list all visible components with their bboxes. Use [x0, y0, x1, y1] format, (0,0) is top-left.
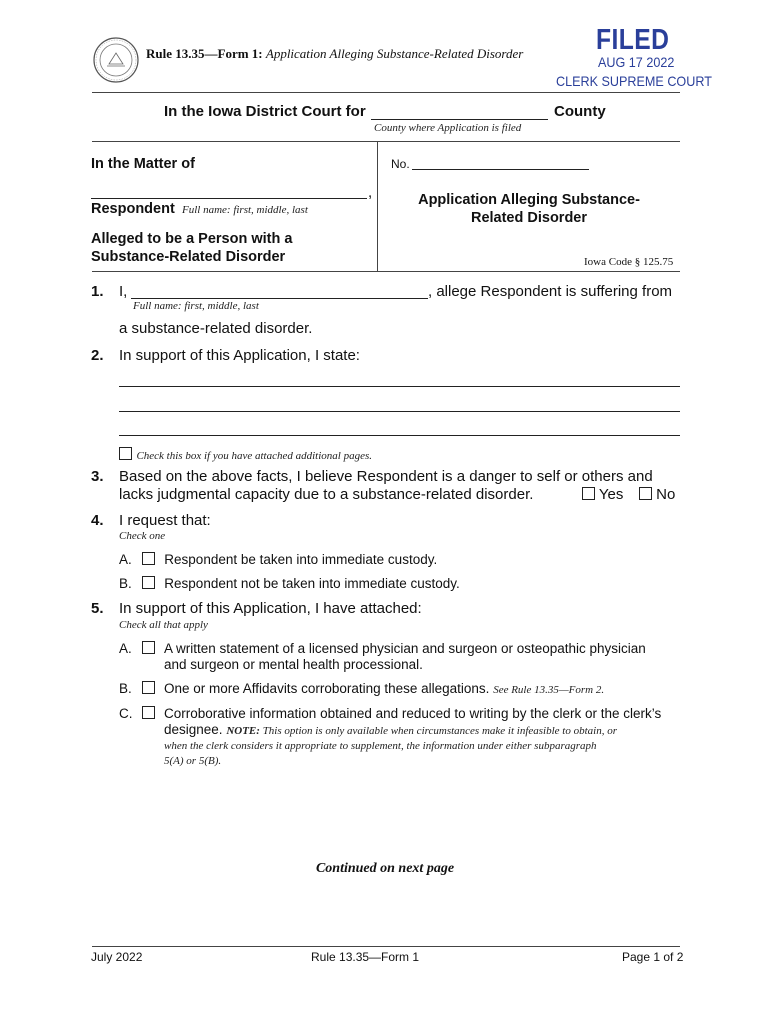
attachment-b-note: See Rule 13.35—Form 2.: [493, 684, 605, 696]
attachment-a-checkbox[interactable]: [142, 641, 155, 654]
attachment-c-letter-row: [119, 706, 155, 721]
court-suffix: County: [554, 103, 606, 120]
respondent-comma: ,: [368, 184, 373, 201]
case-number-label: No.: [391, 157, 410, 171]
attachment-c-note-label: NOTE:: [226, 725, 260, 737]
option-a-letter: A.: [119, 552, 132, 567]
attachment-b-letter: B.: [119, 681, 132, 696]
attachment-a-letter: A.: [119, 641, 132, 656]
attachment-b-checkbox[interactable]: [142, 681, 155, 694]
attachment-c-text: [164, 706, 661, 769]
respondent-label: Respondent: [91, 201, 175, 217]
attached-pages-row: [119, 446, 372, 464]
custody-b-checkbox[interactable]: [142, 576, 155, 589]
footer-page: Page 1 of 2: [622, 950, 684, 964]
attachment-b-text-row: [164, 681, 604, 696]
item-3-number: 3.: [91, 468, 104, 485]
document-title-line-1: Application Alleging Substance-: [418, 192, 640, 208]
footer-date: July 2022: [91, 950, 143, 964]
footer-divider: [92, 946, 680, 947]
item-2-text: In support of this Application, I state:: [119, 347, 360, 364]
respondent-name-line[interactable]: [91, 198, 367, 199]
item-5-note: Check all that apply: [119, 619, 208, 631]
applicant-name-line[interactable]: [131, 298, 428, 299]
form-header-title: [146, 46, 523, 62]
attachment-c-line-2: designee.: [164, 722, 223, 737]
header-divider: [92, 92, 680, 93]
item-2-number: 2.: [91, 347, 104, 364]
attachment-a-line-2: and surgeon or mental health processional.: [164, 657, 423, 672]
case-number-line[interactable]: [412, 169, 589, 170]
item-4-text: I request that:: [119, 512, 211, 529]
document-title-line-2: Related Disorder: [470, 210, 588, 226]
item-5-number: 5.: [91, 600, 104, 617]
attachment-a-letter-row: [119, 641, 155, 656]
alleged-line-2: Substance-Related Disorder: [91, 249, 286, 265]
form-name: Application Alleging Substance-Related Disorder: [265, 46, 524, 61]
clerk-label: CLERK SUPREME COURT: [556, 73, 712, 89]
attachment-c-note-line-2: when the clerk considers it appropriate to supplement, the information under either subparagraph: [164, 740, 597, 752]
custody-b-text: Respondent not be taken into immediate custody.: [164, 576, 460, 591]
statement-line-2[interactable]: [119, 411, 680, 412]
caption-top-divider: [92, 141, 680, 142]
attachment-a-text: [164, 641, 646, 673]
item-3-line-2: lacks judgmental capacity due to a substance-related disorder.: [119, 486, 534, 503]
danger-no-checkbox[interactable]: [639, 487, 652, 500]
attached-pages-note: Check this box if you have attached additional pages.: [136, 450, 372, 462]
danger-yes-option: [582, 486, 623, 503]
custody-a-checkbox[interactable]: [142, 552, 155, 565]
item-1-post: , allege Respondent is suffering from: [428, 283, 673, 300]
danger-yes-checkbox[interactable]: [582, 487, 595, 500]
court-prefix: In the Iowa District Court for: [164, 103, 366, 120]
filed-date: AUG 17 2022: [598, 54, 675, 70]
attachment-c-letter: C.: [119, 706, 133, 721]
attachment-b-text: One or more Affidavits corroborating these allegations.: [164, 681, 490, 696]
custody-a-text: Respondent be taken into immediate custody.: [164, 552, 438, 567]
attachment-c-note-line-1: This option is only available when circumstances make it infeasible to obtain, or: [262, 725, 617, 737]
continued-notice: Continued on next page: [315, 861, 455, 876]
attachment-c-line-1: Corroborative information obtained and reduced to writing by the clerk or the clerk’s: [164, 706, 662, 721]
alleged-line-1: Alleged to be a Person with a: [91, 231, 293, 247]
statement-line-1[interactable]: [119, 386, 680, 387]
iowa-judicial-seal: [92, 36, 140, 84]
item-4-number: 4.: [91, 512, 104, 529]
county-note: County where Application is filed: [374, 122, 522, 134]
filed-stamp: FILED: [596, 24, 670, 56]
danger-yes-label: Yes: [598, 486, 624, 503]
item-1-number: 1.: [91, 283, 104, 300]
option-b-letter: B.: [119, 576, 132, 591]
attachment-c-checkbox[interactable]: [142, 706, 155, 719]
danger-no-option: [639, 486, 675, 503]
item-1-continued: a substance-related disorder.: [119, 320, 313, 337]
item-5-text: In support of this Application, I have attached:: [119, 600, 422, 617]
footer-rule: Rule 13.35—Form 1: [311, 950, 420, 964]
attachment-c-note-line-3: 5(A) or 5(B).: [164, 755, 222, 767]
custody-option-b: [119, 576, 460, 591]
county-input-line[interactable]: [371, 119, 548, 120]
attachment-b-letter-row: [119, 681, 155, 696]
matter-label: In the Matter of: [91, 156, 195, 172]
statement-line-3[interactable]: [119, 435, 680, 436]
caption-bottom-divider: [92, 271, 680, 272]
respondent-name-note: Full name: first, middle, last: [182, 204, 308, 216]
rule-number: Rule 13.35—Form 1:: [146, 46, 263, 61]
item-4-note: Check one: [119, 530, 166, 542]
document-title: [378, 191, 680, 227]
danger-no-label: No: [656, 486, 676, 503]
item-3-line-1: Based on the above facts, I believe Respondent is a danger to self or others and: [119, 468, 653, 485]
attached-pages-checkbox[interactable]: [119, 447, 132, 460]
code-reference: Iowa Code § 125.75: [584, 256, 674, 268]
applicant-name-note: Full name: first, middle, last: [133, 300, 259, 312]
item-1-pre: I,: [119, 283, 128, 300]
custody-option-a: [119, 552, 437, 567]
attachment-a-line-1: A written statement of a licensed physician and surgeon or osteopathic physician: [164, 641, 646, 656]
